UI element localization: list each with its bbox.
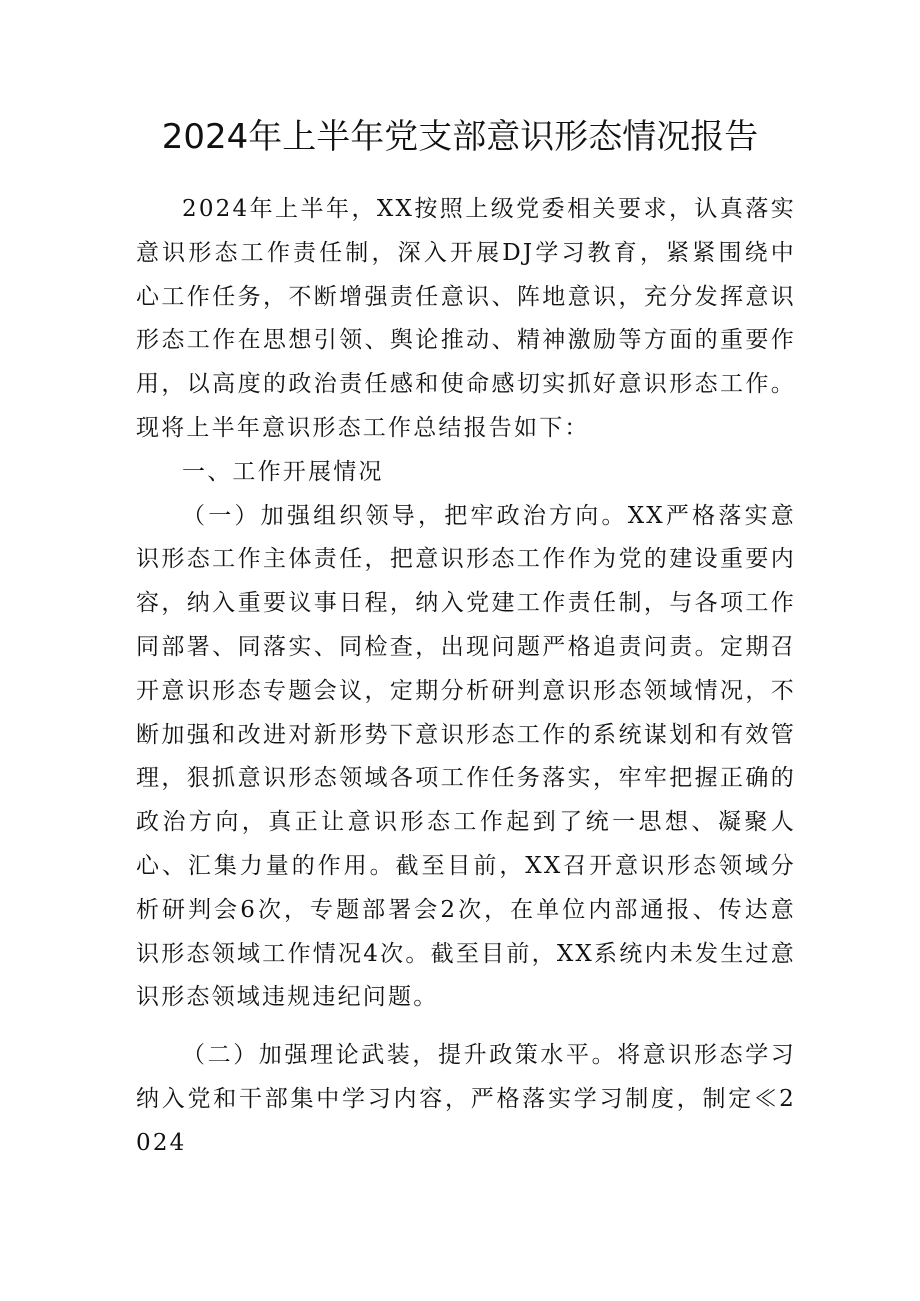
- paragraph-spacer: [136, 1020, 796, 1034]
- document-title: 2024年上半年党支部意识形态情况报告: [161, 117, 759, 157]
- subsection-organization-paragraph: （一）加强组织领导，把牢政治方向。XX严格落实意识形态工作主体责任，把意识形态工作作为党的建设重要内容，纳入重要议事日程，纳入党建工作责任制，与各项工作同部署、同落实、同检查，出现问题严格追责问责。定期召开意识形态专题会议，定期分析研判意识形态领域情况，不断加强和改进对新形势下意识形态工作的系统谋划和有效管理，狠抓意识形态领域各项工作任务落实，牢牢把握正确的政治方向，真正让意识形态工作起到了统一思想、凝聚人心、汇集力量的作用。截至目前，XX召开意识形态领域分析研判会6次，专题部署会2次，在单位内部通报、传达意识形态领域工作情况4次。截至目前，XX系统内未发生过意识形态领域违规违纪问题。: [136, 502, 796, 1011]
- subsection-theory-paragraph: （二）加强理论武装，提升政策水平。将意识形态学习纳入党和干部集中学习内容，严格落实学习制度，制定≪2024: [136, 1042, 796, 1156]
- section-heading-work-status: 一、工作开展情况: [182, 458, 384, 485]
- document-body: [136, 188, 796, 1166]
- intro-paragraph: 2024年上半年，XX按照上级党委相关要求，认真落实意识形态工作责任制，深入开展DJ学习教育，紧紧围绕中心工作任务，不断增强责任意识、阵地意识，充分发挥意识形态工作在思想引领、舆论推动、精神激励等方面的重要作用，以高度的政治责任感和使命感切实抓好意识形态工作。现将上半年意识形态工作总结报告如下：: [136, 196, 796, 441]
